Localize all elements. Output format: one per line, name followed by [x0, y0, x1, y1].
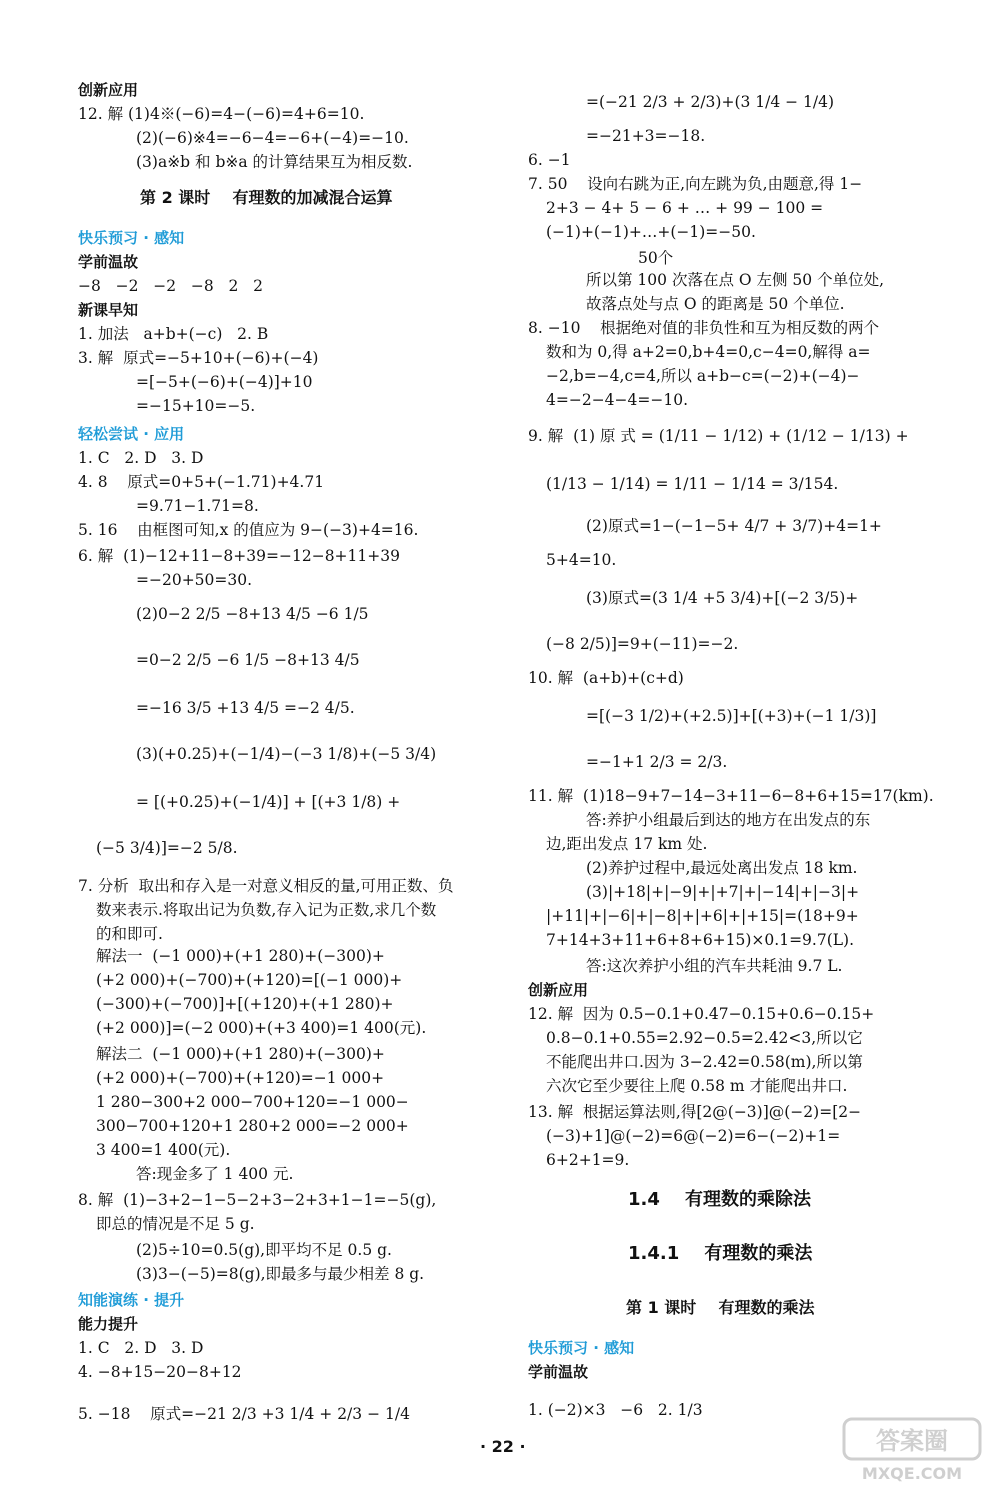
- right-line: 六次它至少要往上爬 0.58 m 才能爬出井口.: [546, 1077, 848, 1095]
- right-line: 1. (−2)×3 −6 2. 1/3: [528, 1401, 703, 1419]
- svg-text:MXQE.COM: MXQE.COM: [861, 1464, 963, 1483]
- svg-text:答案圈: 答案圈: [876, 1427, 948, 1455]
- right-line: (3)|+18|+|−9|+|+7|+|−14|+|−3|+: [586, 883, 860, 901]
- left-line: 1. C 2. D 3. D: [78, 1339, 204, 1357]
- left-line: 快乐预习 · 感知: [78, 229, 185, 247]
- left-line: 轻松尝试 · 应用: [78, 425, 185, 443]
- right-line: (2)养护过程中,最远处离出发点 18 km.: [586, 859, 858, 877]
- left-line: (3)a※b 和 b※a 的计算结果互为相反数.: [136, 153, 413, 171]
- right-line: 学前温故: [528, 1363, 589, 1381]
- right-line: 4=−2−4−4=−10.: [546, 391, 689, 409]
- right-line: (−8 2/5)]=9+(−11)=−2.: [546, 635, 739, 653]
- left-line: = [(+0.25)+(−1/4)] + [(+3 1/8) +: [136, 793, 401, 811]
- right-line: 快乐预习 · 感知: [528, 1339, 635, 1357]
- right-line: 5+4=10.: [546, 551, 617, 569]
- left-line: 即总的情况是不足 5 g.: [96, 1215, 255, 1233]
- right-line: 故落点处与点 O 的距离是 50 个单位.: [586, 295, 845, 313]
- right-line: 6. −1: [528, 151, 571, 169]
- right-line: 11. 解 (1)18−9+7−14−3+11−6−8+6+15=17(km).: [528, 787, 934, 805]
- left-line: (−5 3/4)]=−2 5/8.: [96, 839, 238, 857]
- left-line: 1 280−300+2 000−700+120=−1 000−: [96, 1093, 409, 1111]
- left-line: (2)0−2 2/5 −8+13 4/5 −6 1/5: [136, 605, 369, 623]
- left-line: =−16 3/5 +13 4/5 =−2 4/5.: [136, 699, 355, 717]
- right-line: =(−21 2/3 + 2/3)+(3 1/4 − 1/4): [586, 93, 835, 111]
- left-line: 3. 解 原式=−5+10+(−6)+(−4): [78, 349, 319, 367]
- right-line: 所以第 100 次落在点 O 左侧 50 个单位处,: [586, 271, 885, 289]
- left-line: 5. −18 原式=−21 2/3 +3 1/4 + 2/3 − 1/4: [78, 1405, 410, 1423]
- left-line: 8. 解 (1)−3+2−1−5−2+3−2+3+1−1=−5(g),: [78, 1191, 437, 1209]
- left-line: 解法一 (−1 000)+(+1 280)+(−300)+: [96, 947, 385, 965]
- watermark-logo: [842, 1415, 982, 1485]
- left-line: (3)(+0.25)+(−1/4)−(−3 1/8)+(−5 3/4): [136, 745, 437, 763]
- left-line: 知能演练 · 提升: [78, 1291, 185, 1309]
- right-line: (−1)+(−1)+…+(−1)=−50.: [546, 223, 756, 241]
- left-line: =9.71−1.71=8.: [136, 497, 259, 515]
- right-line: 0.8−0.1+0.55=2.92−0.5=2.42<3,所以它: [546, 1029, 863, 1047]
- right-line: 7+14+3+11+6+8+6+15)×0.1=9.7(L).: [546, 931, 855, 949]
- left-line: (+2 000)]=(−2 000)+(+3 400)=1 400(元).: [96, 1019, 427, 1037]
- left-line: −8 −2 −2 −8 2 2: [78, 277, 264, 295]
- right-line: 50个: [638, 249, 674, 267]
- right-line: 6+2+1=9.: [546, 1151, 630, 1169]
- right-line: 第 1 课时 有理数的乘法: [626, 1298, 815, 1317]
- left-line: 解法二 (−1 000)+(+1 280)+(−300)+: [96, 1045, 385, 1063]
- right-line: 7. 50 设向右跳为正,向左跳为负,由题意,得 1−: [528, 175, 863, 193]
- right-line: 9. 解 (1) 原 式 = (1/11 − 1/12) + (1/12 − 1/13) +: [528, 427, 909, 445]
- right-line: 答:养护小组最后到达的地方在出发点的东: [586, 811, 871, 829]
- right-line: (1/13 − 1/14) = 1/11 − 1/14 = 3/154.: [546, 475, 839, 493]
- right-line: 不能爬出井口.因为 3−2.42=0.58(m),所以第: [546, 1053, 863, 1071]
- left-line: 的和即可.: [96, 925, 163, 943]
- left-line: 创新应用: [78, 81, 139, 99]
- left-line: 300−700+120+1 280+2 000=−2 000+: [96, 1117, 409, 1135]
- right-line: 1.4 有理数的乘除法: [628, 1189, 811, 1210]
- right-line: 8. −10 根据绝对值的非负性和互为相反数的两个: [528, 319, 880, 337]
- left-line: 新课早知: [78, 301, 139, 319]
- left-line: 5. 16 由框图可知,x 的值应为 9−(−3)+4=16.: [78, 521, 419, 539]
- right-line: 12. 解 因为 0.5−0.1+0.47−0.15+0.6−0.15+: [528, 1005, 875, 1023]
- left-line: (−300)+(−700)]+[(+120)+(+1 280)+: [96, 995, 394, 1013]
- right-line: 数和为 0,得 a+2=0,b+4=0,c−4=0,解得 a=: [546, 343, 871, 361]
- left-line: (2)5÷10=0.5(g),即平均不足 0.5 g.: [136, 1241, 392, 1259]
- right-line: |+11|+|−6|+|−8|+|+6|+|+15|=(18+9+: [546, 907, 859, 925]
- left-line: 学前温故: [78, 253, 139, 271]
- right-line: 13. 解 根据运算法则,得[2@(−3)]@(−2)=[2−: [528, 1103, 862, 1121]
- left-line: 4. 8 原式=0+5+(−1.71)+4.71: [78, 473, 325, 491]
- left-line: 数来表示.将取出记为负数,存入记为正数,求几个数: [96, 901, 437, 919]
- right-line: (2)原式=1−(−1−5+ 4/7 + 3/7)+4=1+: [586, 517, 882, 535]
- left-line: 能力提升: [78, 1315, 139, 1333]
- left-line: (+2 000)+(−700)+(+120)=[(−1 000)+: [96, 971, 403, 989]
- right-line: =−21+3=−18.: [586, 127, 706, 145]
- left-line: 7. 分析 取出和存入是一对意义相反的量,可用正数、负: [78, 877, 454, 895]
- right-line: 答:这次养护小组的汽车共耗油 9.7 L.: [586, 957, 843, 975]
- right-line: 边,距出发点 17 km 处.: [546, 835, 708, 853]
- right-line: 2+3 − 4+ 5 − 6 + … + 99 − 100 =: [546, 199, 824, 217]
- left-line: 答:现金多了 1 400 元.: [136, 1165, 294, 1183]
- left-line: 第 2 课时 有理数的加减混合运算: [140, 188, 393, 207]
- left-line: 3 400=1 400(元).: [96, 1141, 231, 1159]
- right-line: 创新应用: [528, 981, 589, 999]
- left-line: 12. 解 (1)4※(−6)=4−(−6)=4+6=10.: [78, 105, 365, 123]
- right-line: =[(−3 1/2)+(+2.5)]+[(+3)+(−1 1/3)]: [586, 707, 877, 725]
- left-line: (2)(−6)※4=−6−4=−6+(−4)=−10.: [136, 129, 409, 147]
- right-line: 10. 解 (a+b)+(c+d): [528, 669, 684, 687]
- right-line: (−3)+1]@(−2)=6@(−2)=6−(−2)+1=: [546, 1127, 841, 1145]
- right-line: =−1+1 2/3 = 2/3.: [586, 753, 728, 771]
- left-line: =0−2 2/5 −6 1/5 −8+13 4/5: [136, 651, 360, 669]
- left-line: 4. −8+15−20−8+12: [78, 1363, 242, 1381]
- left-line: 1. C 2. D 3. D: [78, 449, 204, 467]
- left-line: 6. 解 (1)−12+11−8+39=−12−8+11+39: [78, 547, 400, 565]
- left-line: (3)3−(−5)=8(g),即最多与最少相差 8 g.: [136, 1265, 425, 1283]
- left-line: (+2 000)+(−700)+(+120)=−1 000+: [96, 1069, 385, 1087]
- right-line: −2,b=−4,c=4,所以 a+b−c=(−2)+(−4)−: [546, 367, 860, 385]
- right-line: 1.4.1 有理数的乘法: [628, 1243, 813, 1264]
- page-number: · 22 ·: [480, 1437, 526, 1456]
- left-line: =−20+50=30.: [136, 571, 253, 589]
- left-line: =[−5+(−6)+(−4)]+10: [136, 373, 313, 391]
- left-line: 1. 加法 a+b+(−c) 2. B: [78, 325, 269, 343]
- right-line: (3)原式=(3 1/4 +5 3/4)+[(−2 3/5)+: [586, 589, 859, 607]
- left-line: =−15+10=−5.: [136, 397, 256, 415]
